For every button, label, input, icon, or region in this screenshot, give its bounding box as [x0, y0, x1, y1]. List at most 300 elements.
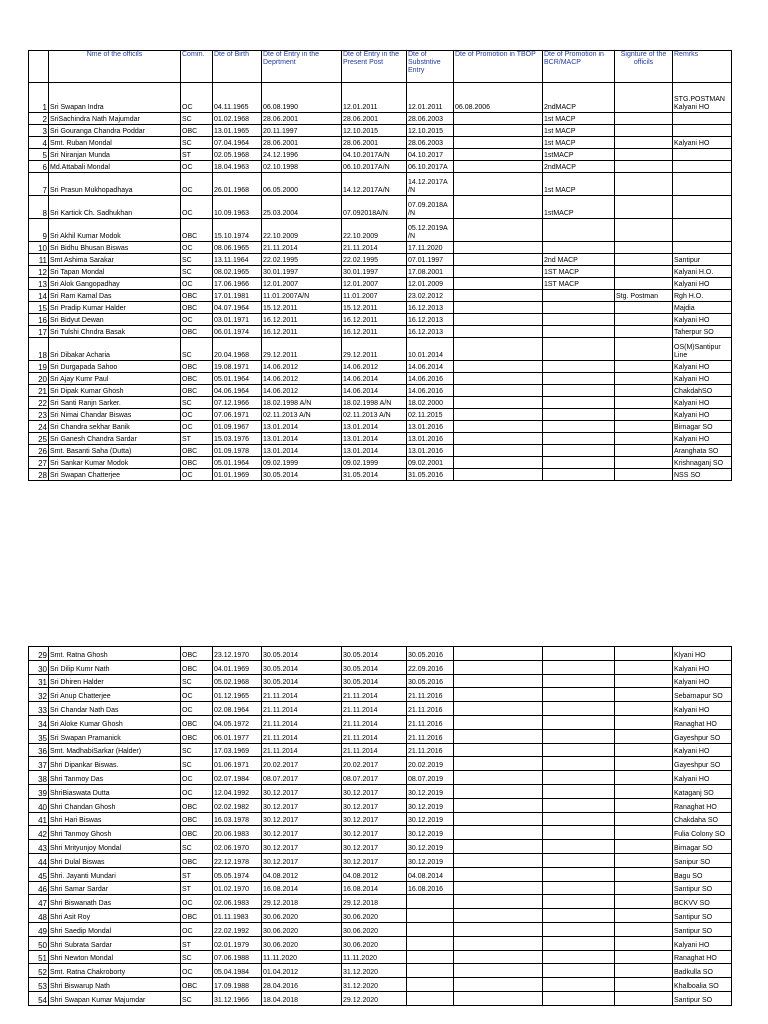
cell-entry-dept: 18.02.1998 A/N — [262, 397, 342, 409]
cell-tbop — [454, 326, 543, 338]
cell-comm: OBC — [181, 978, 213, 992]
cell-substantive: 18.02.2000 — [407, 397, 454, 409]
cell-signature — [615, 978, 673, 992]
cell-entry-dept: 16.12.2011 — [262, 326, 342, 338]
cell-dob: 13.11.1964 — [213, 254, 262, 266]
cell-sl: 25 — [29, 433, 49, 445]
table-row — [29, 254, 732, 266]
cell-name: Shri Subrata Sardar — [49, 936, 181, 950]
table-row — [29, 895, 732, 909]
cell-tbop — [454, 137, 543, 149]
cell-remarks — [673, 125, 732, 137]
cell-sl: 23 — [29, 409, 49, 421]
table-row — [29, 219, 732, 242]
cell-remarks: Santipur SO — [673, 922, 732, 936]
cell-name: Shri Mrityunjoy Mondal — [49, 840, 181, 854]
cell-name: Sri Dhiren Halder — [49, 674, 181, 688]
cell-sl: 40 — [29, 798, 49, 812]
table-row — [29, 83, 732, 113]
cell-dob: 01.06.1971 — [213, 757, 262, 771]
cell-sl: 8 — [29, 196, 49, 219]
cell-entry-post: 30.12.2017 — [342, 840, 407, 854]
cell-substantive: 06.10.2017A — [407, 161, 454, 173]
cell-comm: SC — [181, 674, 213, 688]
cell-substantive: 12.10.2015 — [407, 125, 454, 137]
cell-tbop — [454, 385, 543, 397]
cell-sl: 5 — [29, 149, 49, 161]
cell-comm: OC — [181, 83, 213, 113]
cell-comm: OBC — [181, 457, 213, 469]
cell-sl: 28 — [29, 469, 49, 481]
cell-entry-dept: 13.01.2014 — [262, 445, 342, 457]
cell-substantive: 28.06.2003 — [407, 113, 454, 125]
cell-name: SriSachindra Nath Majumdar — [49, 113, 181, 125]
cell-dob: 05.04.1984 — [213, 964, 262, 978]
table-row — [29, 771, 732, 785]
cell-tbop — [454, 278, 543, 290]
cell-tbop — [454, 361, 543, 373]
table-row — [29, 278, 732, 290]
cell-entry-dept: 16.08.2014 — [262, 881, 342, 895]
cell-remarks: Gayeshpur SO — [673, 757, 732, 771]
cell-remarks: Gayeshpur SO — [673, 729, 732, 743]
cell-substantive: 16.08.2016 — [407, 881, 454, 895]
cell-signature — [615, 660, 673, 674]
cell-entry-dept: 30.12.2017 — [262, 784, 342, 798]
cell-name: Shri Biswanath Das — [49, 895, 181, 909]
cell-entry-dept: 28.06.2001 — [262, 113, 342, 125]
cell-dob: 20.06.1983 — [213, 826, 262, 840]
cell-sl: 20 — [29, 373, 49, 385]
cell-comm: OC — [181, 469, 213, 481]
header-signature: Signture of the officils — [615, 51, 673, 83]
cell-tbop — [454, 660, 543, 674]
cell-entry-post: 30.12.2017 — [342, 826, 407, 840]
cell-comm: OC — [181, 173, 213, 196]
table-row — [29, 702, 732, 716]
cell-name: Sri Bidhu Bhusan Biswas — [49, 242, 181, 254]
header-row — [29, 51, 732, 83]
cell-signature — [615, 242, 673, 254]
cell-entry-dept: 20.02.2017 — [262, 757, 342, 771]
cell-dob: 17.01.1981 — [213, 290, 262, 302]
cell-remarks: Ranaghat HO — [673, 715, 732, 729]
cell-sl: 35 — [29, 729, 49, 743]
table-row — [29, 688, 732, 702]
cell-entry-post: 28.06.2001 — [342, 137, 407, 149]
cell-sl: 33 — [29, 702, 49, 716]
cell-entry-dept: 30.05.2014 — [262, 660, 342, 674]
table-row — [29, 936, 732, 950]
cell-name: Smt. MadhabiSarkar (Halder) — [49, 743, 181, 757]
header-entry-post: Dte of Entry in the Present Post — [342, 51, 407, 83]
cell-dob: 04.05.1972 — [213, 715, 262, 729]
cell-name: Shri Tanmoy Ghosh — [49, 826, 181, 840]
cell-entry-post: 29.12.2018 — [342, 895, 407, 909]
cell-comm: OC — [181, 702, 213, 716]
cell-substantive: 10.01.2014 — [407, 338, 454, 361]
cell-substantive: 31.05.2016 — [407, 469, 454, 481]
cell-sl: 39 — [29, 784, 49, 798]
cell-tbop — [454, 867, 543, 881]
cell-dob: 05.01.1964 — [213, 373, 262, 385]
cell-name: Smt Ashima Sarakar — [49, 254, 181, 266]
cell-comm: OBC — [181, 445, 213, 457]
cell-entry-post: 30.12.2017 — [342, 812, 407, 826]
cell-dob: 02.02.1982 — [213, 798, 262, 812]
cell-dob: 08.02.1965 — [213, 266, 262, 278]
cell-substantive: 07.09.2018A /N — [407, 196, 454, 219]
cell-bcr: 1st MACP — [543, 125, 615, 137]
cell-name: Sri Ganesh Chandra Sardar — [49, 433, 181, 445]
cell-signature — [615, 909, 673, 923]
cell-tbop — [454, 936, 543, 950]
cell-remarks: Kalyani HO — [673, 674, 732, 688]
cell-substantive: 16.12.2013 — [407, 314, 454, 326]
cell-signature — [615, 950, 673, 964]
cell-bcr: 1ST MACP — [543, 278, 615, 290]
cell-comm: ST — [181, 881, 213, 895]
cell-tbop — [454, 812, 543, 826]
cell-entry-dept: 06.05.2000 — [262, 173, 342, 196]
cell-sl: 29 — [29, 647, 49, 661]
cell-signature — [615, 173, 673, 196]
cell-bcr — [543, 219, 615, 242]
cell-entry-post: 31.12.2020 — [342, 978, 407, 992]
cell-substantive: 21.11.2016 — [407, 688, 454, 702]
cell-bcr — [543, 715, 615, 729]
cell-comm: SC — [181, 266, 213, 278]
cell-tbop — [454, 314, 543, 326]
cell-sl: 30 — [29, 660, 49, 674]
cell-entry-dept: 02.10.1998 — [262, 161, 342, 173]
table-row — [29, 196, 732, 219]
cell-name: Shri Tanmoy Das — [49, 771, 181, 785]
cell-substantive: 21.11.2016 — [407, 743, 454, 757]
cell-dob: 20.04.1968 — [213, 338, 262, 361]
cell-sl: 16 — [29, 314, 49, 326]
cell-dob: 15.03.1976 — [213, 433, 262, 445]
cell-tbop — [454, 757, 543, 771]
cell-remarks: Taherpur SO — [673, 326, 732, 338]
cell-comm: OBC — [181, 826, 213, 840]
table-row — [29, 302, 732, 314]
cell-comm: OC — [181, 964, 213, 978]
cell-signature — [615, 936, 673, 950]
table-row — [29, 757, 732, 771]
cell-tbop — [454, 688, 543, 702]
cell-tbop — [454, 978, 543, 992]
cell-entry-dept: 15.12.2011 — [262, 302, 342, 314]
cell-signature — [615, 964, 673, 978]
cell-substantive: 09.02.2001 — [407, 457, 454, 469]
cell-signature — [615, 137, 673, 149]
cell-remarks — [673, 149, 732, 161]
cell-signature — [615, 715, 673, 729]
cell-comm: OC — [181, 242, 213, 254]
cell-name: Sri Kartick Ch. Sadhukhan — [49, 196, 181, 219]
cell-sl: 2 — [29, 113, 49, 125]
cell-bcr — [543, 964, 615, 978]
cell-bcr — [543, 812, 615, 826]
table-row — [29, 867, 732, 881]
cell-tbop — [454, 881, 543, 895]
cell-substantive — [407, 909, 454, 923]
cell-bcr — [543, 909, 615, 923]
header-bcr: Dte of Promotion in BCR/MACP — [543, 51, 615, 83]
cell-substantive: 28.06.2003 — [407, 137, 454, 149]
cell-entry-dept: 14.06.2012 — [262, 361, 342, 373]
cell-signature — [615, 219, 673, 242]
cell-dob: 07.06.1988 — [213, 950, 262, 964]
cell-signature — [615, 397, 673, 409]
cell-comm: OC — [181, 771, 213, 785]
cell-entry-dept: 11.01.2007A/N — [262, 290, 342, 302]
cell-dob: 04.01.1969 — [213, 660, 262, 674]
cell-sl: 14 — [29, 290, 49, 302]
cell-dob: 12.04.1992 — [213, 784, 262, 798]
table-row — [29, 290, 732, 302]
cell-entry-post: 11.01.2007 — [342, 290, 407, 302]
table-row — [29, 978, 732, 992]
cell-dob: 23.12.1970 — [213, 647, 262, 661]
cell-signature — [615, 83, 673, 113]
cell-entry-post: 04.10.2017A/N — [342, 149, 407, 161]
cell-name: Smt. Ratna Ghosh — [49, 647, 181, 661]
table-row — [29, 457, 732, 469]
cell-bcr — [543, 338, 615, 361]
cell-bcr — [543, 469, 615, 481]
table-row — [29, 881, 732, 895]
table-row — [29, 149, 732, 161]
cell-tbop — [454, 219, 543, 242]
cell-bcr — [543, 784, 615, 798]
cell-name: Sri Dilip Kumr Nath — [49, 660, 181, 674]
cell-remarks: Sanipur SO — [673, 853, 732, 867]
cell-sl: 3 — [29, 125, 49, 137]
cell-entry-dept: 14.06.2012 — [262, 373, 342, 385]
cell-name: Shri Samar Sardar — [49, 881, 181, 895]
cell-tbop — [454, 149, 543, 161]
cell-bcr — [543, 660, 615, 674]
cell-entry-post: 30.05.2014 — [342, 660, 407, 674]
cell-signature — [615, 385, 673, 397]
cell-tbop — [454, 445, 543, 457]
cell-name: Sri Prasun Mukhopadhaya — [49, 173, 181, 196]
cell-entry-dept: 24.12.1996 — [262, 149, 342, 161]
cell-dob: 17.03.1969 — [213, 743, 262, 757]
cell-name: Sri Bidyut Dewan — [49, 314, 181, 326]
cell-substantive — [407, 950, 454, 964]
cell-entry-dept: 28.04.2016 — [262, 978, 342, 992]
cell-dob: 01.09.1978 — [213, 445, 262, 457]
cell-entry-dept: 04.08.2012 — [262, 867, 342, 881]
cell-name: Sri Anup Chatterjee — [49, 688, 181, 702]
cell-remarks: Kalyani HO — [673, 373, 732, 385]
cell-remarks: Klyani HO — [673, 647, 732, 661]
cell-tbop — [454, 950, 543, 964]
cell-bcr — [543, 798, 615, 812]
cell-name: Shri Hari Biswas — [49, 812, 181, 826]
cell-bcr: 1st MACP — [543, 137, 615, 149]
table-row — [29, 674, 732, 688]
cell-bcr — [543, 445, 615, 457]
table-row — [29, 964, 732, 978]
cell-comm: SC — [181, 338, 213, 361]
table-row — [29, 922, 732, 936]
cell-signature — [615, 853, 673, 867]
cell-comm: SC — [181, 743, 213, 757]
cell-entry-post: 16.12.2011 — [342, 314, 407, 326]
table-row — [29, 991, 732, 1005]
cell-substantive: 13.01.2016 — [407, 421, 454, 433]
cell-entry-dept: 21.11.2014 — [262, 715, 342, 729]
cell-entry-dept: 16.12.2011 — [262, 314, 342, 326]
cell-entry-dept: 30.12.2017 — [262, 798, 342, 812]
cell-signature — [615, 895, 673, 909]
cell-comm: OBC — [181, 909, 213, 923]
cell-comm: OBC — [181, 326, 213, 338]
cell-signature — [615, 757, 673, 771]
cell-sl: 41 — [29, 812, 49, 826]
cell-tbop — [454, 826, 543, 840]
table-row — [29, 433, 732, 445]
cell-entry-dept: 08.07.2017 — [262, 771, 342, 785]
cell-dob: 13.01.1965 — [213, 125, 262, 137]
cell-entry-post: 14.06.2012 — [342, 361, 407, 373]
cell-entry-dept: 30.12.2017 — [262, 826, 342, 840]
cell-bcr: 2nd MACP — [543, 254, 615, 266]
cell-sl: 52 — [29, 964, 49, 978]
cell-entry-dept: 29.12.2018 — [262, 895, 342, 909]
cell-entry-post: 21.11.2014 — [342, 715, 407, 729]
cell-entry-post: 29.12.2011 — [342, 338, 407, 361]
cell-remarks: Santipur SO — [673, 881, 732, 895]
cell-sl: 9 — [29, 219, 49, 242]
cell-comm: OBC — [181, 302, 213, 314]
cell-sl: 10 — [29, 242, 49, 254]
cell-comm: SC — [181, 840, 213, 854]
table-row — [29, 326, 732, 338]
cell-entry-post: 13.01.2014 — [342, 445, 407, 457]
cell-entry-post: 14.06.2014 — [342, 385, 407, 397]
cell-comm: OBC — [181, 812, 213, 826]
cell-dob: 10.09.1963 — [213, 196, 262, 219]
cell-sl: 49 — [29, 922, 49, 936]
cell-tbop — [454, 909, 543, 923]
table-row — [29, 729, 732, 743]
cell-substantive: 30.12.2019 — [407, 798, 454, 812]
cell-remarks: Santipur SO — [673, 991, 732, 1005]
cell-substantive: 30.12.2019 — [407, 784, 454, 798]
cell-dob: 07.06.1971 — [213, 409, 262, 421]
cell-remarks — [673, 219, 732, 242]
cell-remarks: Ranaghat HO — [673, 950, 732, 964]
cell-remarks — [673, 173, 732, 196]
cell-remarks: Birnagar SO — [673, 840, 732, 854]
cell-remarks: Badkulla SO — [673, 964, 732, 978]
cell-signature — [615, 881, 673, 895]
header-substantive: Dte of Substntive Entry — [407, 51, 454, 83]
cell-entry-dept: 21.11.2014 — [262, 688, 342, 702]
cell-entry-dept: 09.02.1999 — [262, 457, 342, 469]
table-row — [29, 840, 732, 854]
cell-tbop — [454, 674, 543, 688]
cell-comm: OC — [181, 784, 213, 798]
cell-tbop — [454, 702, 543, 716]
cell-entry-post: 21.11.2014 — [342, 688, 407, 702]
cell-entry-post: 09.02.1999 — [342, 457, 407, 469]
cell-signature — [615, 445, 673, 457]
cell-name: Shri Asit Roy — [49, 909, 181, 923]
table-row — [29, 469, 732, 481]
cell-dob: 26.01.1968 — [213, 173, 262, 196]
cell-sl: 18 — [29, 338, 49, 361]
cell-signature — [615, 149, 673, 161]
cell-bcr — [543, 702, 615, 716]
cell-name: Smt. Basanti Saha (Dutta) — [49, 445, 181, 457]
cell-remarks: Kalyani HO — [673, 409, 732, 421]
cell-comm: SC — [181, 397, 213, 409]
cell-tbop — [454, 457, 543, 469]
cell-dob: 04.06.1964 — [213, 385, 262, 397]
cell-tbop — [454, 373, 543, 385]
table-row — [29, 385, 732, 397]
cell-dob: 15.10.1974 — [213, 219, 262, 242]
cell-sl: 6 — [29, 161, 49, 173]
cell-comm: OC — [181, 922, 213, 936]
cell-tbop — [454, 469, 543, 481]
cell-remarks: OS(M)Santipur Line — [673, 338, 732, 361]
cell-tbop — [454, 729, 543, 743]
cell-entry-dept: 30.01.1997 — [262, 266, 342, 278]
table-row — [29, 826, 732, 840]
cell-remarks: Sebarnapur SO — [673, 688, 732, 702]
cell-tbop — [454, 433, 543, 445]
cell-signature — [615, 674, 673, 688]
cell-entry-dept: 21.11.2014 — [262, 702, 342, 716]
cell-sl: 7 — [29, 173, 49, 196]
cell-entry-dept: 11.11.2020 — [262, 950, 342, 964]
cell-entry-post: 06.10.2017A/N — [342, 161, 407, 173]
cell-signature — [615, 278, 673, 290]
table-row — [29, 421, 732, 433]
cell-substantive: 23.02.2012 — [407, 290, 454, 302]
cell-comm: OC — [181, 278, 213, 290]
cell-entry-post: 14.06.2014 — [342, 373, 407, 385]
cell-tbop — [454, 853, 543, 867]
cell-sl: 21 — [29, 385, 49, 397]
cell-substantive: 02.11.2015 — [407, 409, 454, 421]
cell-signature — [615, 125, 673, 137]
cell-comm: OC — [181, 314, 213, 326]
header-entry-dept: Dte of Entry in the Deprtment — [262, 51, 342, 83]
cell-name: Shri. Jayanti Mundari — [49, 867, 181, 881]
cell-tbop — [454, 266, 543, 278]
cell-entry-dept: 02.11.2013 A/N — [262, 409, 342, 421]
cell-entry-post: 30.06.2020 — [342, 922, 407, 936]
cell-remarks: Ranaghat HO — [673, 798, 732, 812]
cell-signature — [615, 433, 673, 445]
cell-entry-post: 30.05.2014 — [342, 674, 407, 688]
cell-signature — [615, 361, 673, 373]
cell-sl: 54 — [29, 991, 49, 1005]
cell-comm: OBC — [181, 853, 213, 867]
cell-dob: 22.02.1992 — [213, 922, 262, 936]
cell-substantive: 14.06.2016 — [407, 385, 454, 397]
cell-tbop — [454, 798, 543, 812]
cell-signature — [615, 113, 673, 125]
